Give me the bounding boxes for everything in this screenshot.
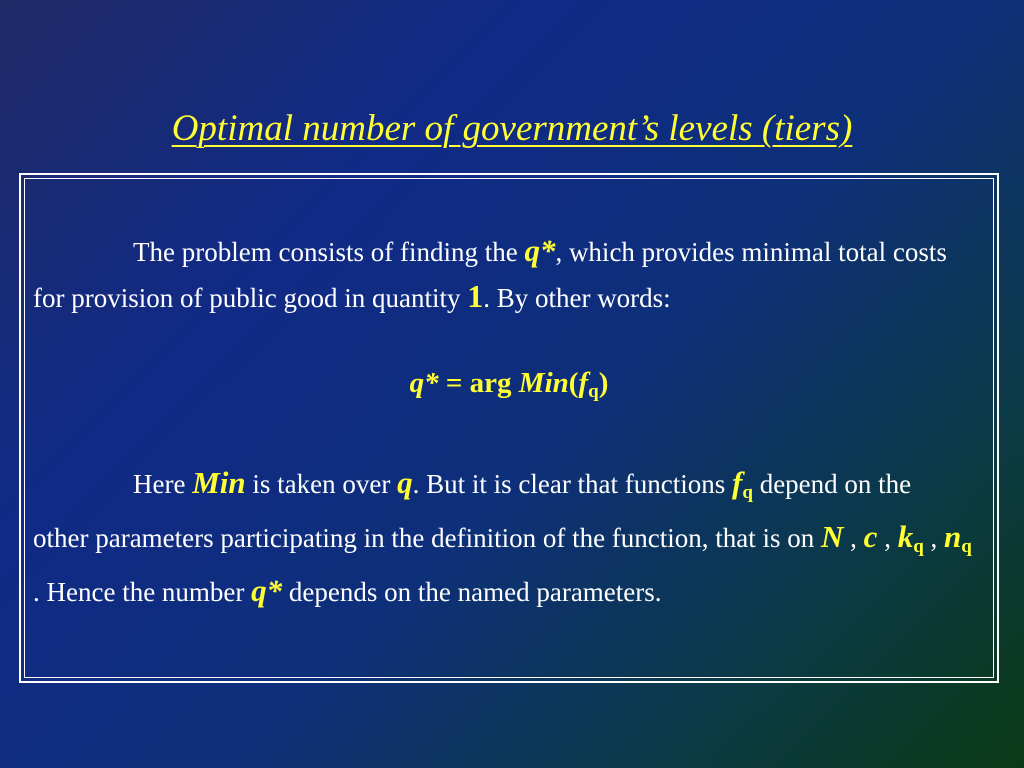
q-star-symbol: q*: [251, 573, 283, 608]
formula-min: Min: [518, 367, 569, 399]
f-symbol: f: [732, 465, 743, 500]
formula: [21, 361, 997, 414]
quantity-one: 1: [467, 278, 484, 314]
text-run: Here: [133, 469, 193, 499]
slide-title: Optimal number of government’s levels (tiers): [171, 107, 853, 149]
q-symbol: q: [397, 465, 413, 500]
separator: ,: [877, 523, 898, 553]
formula-equals: =: [438, 367, 470, 399]
q-star-symbol: q*: [524, 233, 556, 268]
c-symbol: c: [863, 519, 878, 554]
content-box: [19, 173, 999, 683]
n-symbol: n: [944, 519, 962, 554]
separator: ,: [923, 523, 945, 553]
text-run: is taken over: [245, 469, 398, 499]
formula-close-paren: ): [598, 367, 609, 399]
text-run: The problem consists of finding the: [133, 237, 525, 267]
f-subscript: q: [742, 482, 753, 503]
N-symbol: N: [821, 519, 844, 554]
formula-open-paren: (: [568, 367, 579, 399]
min-symbol: Min: [192, 465, 246, 500]
formula-arg: arg: [469, 367, 512, 399]
text-run: . But it is clear that functions: [412, 469, 733, 499]
k-symbol: k: [897, 519, 914, 554]
text-run: . Hence the number: [33, 577, 252, 607]
text-run: depends on the named parameters.: [282, 577, 662, 607]
text-run: , which provides minimal total costs for provision of public good in quantity: [33, 237, 947, 313]
formula-subscript: q: [588, 381, 599, 402]
separator: ,: [843, 523, 864, 553]
k-subscript: q: [913, 536, 924, 557]
problem-paragraph: [33, 229, 973, 320]
formula-f: f: [578, 367, 589, 399]
n-subscript: q: [961, 536, 972, 557]
text-run: depend on the other parameters participating in the definition of the function, that is on: [33, 469, 912, 553]
formula-lhs: q*: [409, 367, 439, 399]
text-run: . By other words:: [483, 283, 671, 313]
explanation-paragraph: [33, 461, 973, 614]
